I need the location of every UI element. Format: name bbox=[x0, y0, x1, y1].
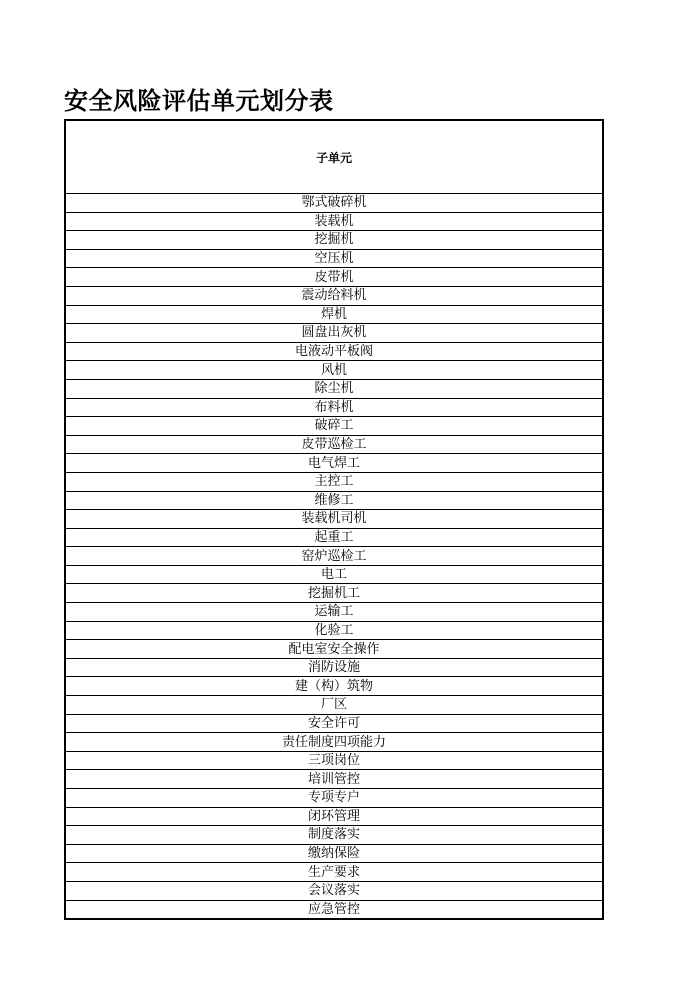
table-row bbox=[65, 807, 603, 826]
table-row bbox=[65, 286, 603, 305]
sub-unit-cell: 三项岗位 bbox=[65, 751, 603, 770]
table-row bbox=[65, 547, 603, 566]
sub-unit-cell: 挖掘机工 bbox=[65, 584, 603, 603]
sub-unit-cell: 鄂式破碎机 bbox=[65, 194, 603, 213]
sub-unit-cell: 焊机 bbox=[65, 305, 603, 324]
sub-unit-cell: 窑炉巡检工 bbox=[65, 547, 603, 566]
sub-unit-cell: 运输工 bbox=[65, 603, 603, 622]
sub-unit-cell: 缴纳保险 bbox=[65, 844, 603, 863]
sub-unit-cell: 配电室安全操作 bbox=[65, 640, 603, 659]
sub-unit-cell: 皮带巡检工 bbox=[65, 435, 603, 454]
sub-unit-cell: 应急管控 bbox=[65, 900, 603, 919]
sub-unit-cell: 除尘机 bbox=[65, 379, 603, 398]
table-row bbox=[65, 733, 603, 752]
table-row bbox=[65, 658, 603, 677]
table-row bbox=[65, 826, 603, 845]
sub-unit-cell: 厂区 bbox=[65, 696, 603, 715]
table-row bbox=[65, 881, 603, 900]
table-row bbox=[65, 379, 603, 398]
table-row bbox=[65, 305, 603, 324]
sub-unit-cell: 维修工 bbox=[65, 491, 603, 510]
sub-unit-cell: 消防设施 bbox=[65, 658, 603, 677]
table-body bbox=[65, 194, 603, 920]
sub-unit-cell: 布料机 bbox=[65, 398, 603, 417]
sub-unit-cell: 装载机 bbox=[65, 212, 603, 231]
sub-unit-cell: 电工 bbox=[65, 565, 603, 584]
table-row bbox=[65, 751, 603, 770]
table-row bbox=[65, 194, 603, 213]
table-row bbox=[65, 231, 603, 250]
table-row bbox=[65, 677, 603, 696]
table-row bbox=[65, 900, 603, 919]
table-row bbox=[65, 435, 603, 454]
sub-unit-cell: 培训管控 bbox=[65, 770, 603, 789]
table-row bbox=[65, 584, 603, 603]
sub-unit-table bbox=[64, 119, 604, 920]
table-row bbox=[65, 696, 603, 715]
table-row bbox=[65, 454, 603, 473]
table-row bbox=[65, 844, 603, 863]
sub-unit-cell: 安全许可 bbox=[65, 714, 603, 733]
sub-unit-cell: 主控工 bbox=[65, 472, 603, 491]
table-row bbox=[65, 789, 603, 808]
sub-unit-cell: 专项专户 bbox=[65, 789, 603, 808]
sub-unit-cell: 风机 bbox=[65, 361, 603, 380]
table-row bbox=[65, 361, 603, 380]
sub-unit-cell: 皮带机 bbox=[65, 268, 603, 287]
table-row bbox=[65, 640, 603, 659]
sub-unit-cell: 起重工 bbox=[65, 528, 603, 547]
sub-unit-cell: 制度落实 bbox=[65, 826, 603, 845]
table-row bbox=[65, 472, 603, 491]
sub-unit-cell: 破碎工 bbox=[65, 417, 603, 436]
table-row bbox=[65, 324, 603, 343]
table-row bbox=[65, 491, 603, 510]
table-row bbox=[65, 770, 603, 789]
table-row bbox=[65, 528, 603, 547]
table-row bbox=[65, 565, 603, 584]
table-row bbox=[65, 249, 603, 268]
table-row bbox=[65, 342, 603, 361]
table-row bbox=[65, 212, 603, 231]
table-row bbox=[65, 417, 603, 436]
table-row bbox=[65, 603, 603, 622]
sub-unit-cell: 空压机 bbox=[65, 249, 603, 268]
sub-unit-cell: 责任制度四项能力 bbox=[65, 733, 603, 752]
sub-unit-cell: 挖掘机 bbox=[65, 231, 603, 250]
table-row bbox=[65, 863, 603, 882]
page-title: 安全风险评估单元划分表 bbox=[64, 87, 334, 115]
sub-unit-cell: 生产要求 bbox=[65, 863, 603, 882]
sub-unit-cell: 震动给料机 bbox=[65, 286, 603, 305]
sub-unit-cell: 建（构）筑物 bbox=[65, 677, 603, 696]
column-header-sub-unit: 子单元 bbox=[65, 120, 603, 194]
table-row bbox=[65, 714, 603, 733]
table-row bbox=[65, 510, 603, 529]
table-header-row bbox=[65, 120, 603, 194]
sub-unit-cell: 会议落实 bbox=[65, 881, 603, 900]
sub-unit-cell: 化验工 bbox=[65, 621, 603, 640]
table-row bbox=[65, 268, 603, 287]
sub-unit-cell: 闭环管理 bbox=[65, 807, 603, 826]
table-row bbox=[65, 398, 603, 417]
sub-unit-cell: 圆盘出灰机 bbox=[65, 324, 603, 343]
table-row bbox=[65, 621, 603, 640]
sub-unit-cell: 电气焊工 bbox=[65, 454, 603, 473]
sub-unit-cell: 装载机司机 bbox=[65, 510, 603, 529]
sub-unit-cell: 电液动平板阀 bbox=[65, 342, 603, 361]
